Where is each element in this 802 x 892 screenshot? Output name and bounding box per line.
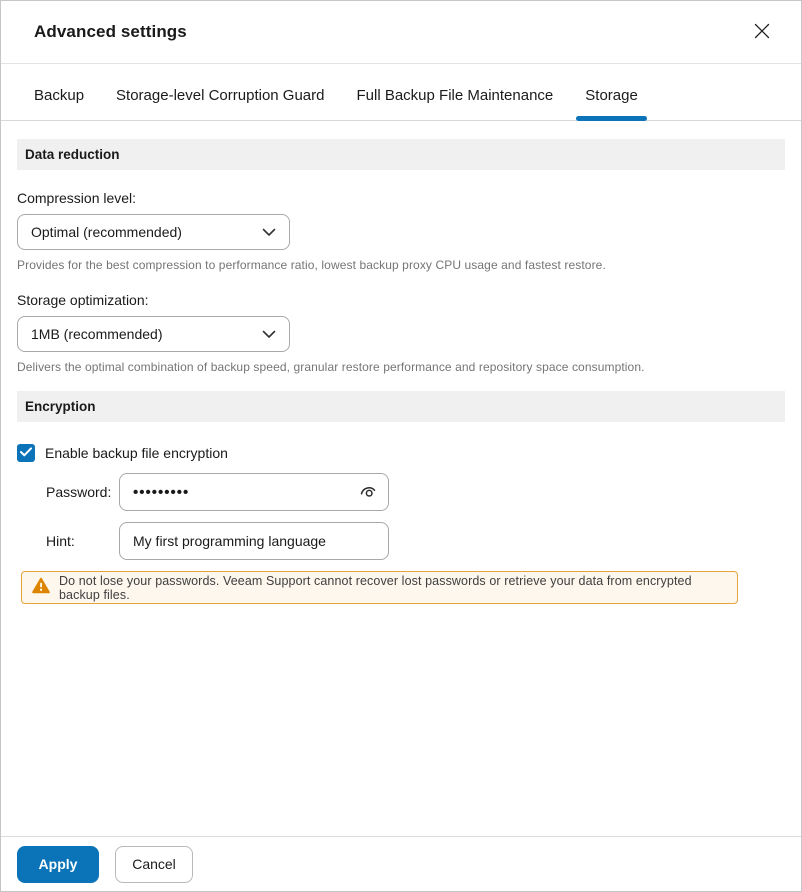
dialog-footer <box>1 836 801 891</box>
tab-bar <box>1 64 801 121</box>
password-row <box>46 473 785 511</box>
hint-input[interactable] <box>119 522 389 560</box>
chevron-down-icon <box>262 326 276 342</box>
checkmark-icon <box>20 444 32 462</box>
warning-text: Do not lose your passwords. Veeam Support cannot recover lost passwords or retrieve your data from encrypted backup files. <box>59 573 692 602</box>
hint-row <box>46 522 785 560</box>
eye-icon <box>358 481 378 504</box>
cancel-button[interactable]: Cancel <box>115 846 193 883</box>
enable-encryption-row <box>17 444 785 462</box>
password-field-wrap <box>119 473 389 511</box>
encryption-warning <box>21 571 738 604</box>
tab-storage-label: Storage <box>585 86 638 104</box>
apply-button[interactable]: Apply <box>17 846 99 883</box>
dialog-title: Advanced settings <box>34 22 187 41</box>
section-header-data-reduction: Data reduction <box>17 139 785 170</box>
password-label: Password: <box>46 484 112 500</box>
storage-optimization-description: Delivers the optimal combination of backup speed, granular restore performance and repository space consumption. <box>17 360 645 374</box>
dialog-body <box>1 121 801 836</box>
password-input[interactable] <box>119 473 389 511</box>
storage-optimization-label: Storage optimization: <box>17 292 149 308</box>
close-button[interactable] <box>748 18 776 46</box>
tab-storage[interactable] <box>585 70 638 120</box>
close-icon <box>753 22 771 43</box>
dialog-header <box>1 1 801 64</box>
section-header-encryption: Encryption <box>17 391 785 422</box>
hint-field-wrap <box>119 522 389 560</box>
tab-storage-level-corruption-guard[interactable]: Storage-level Corruption Guard <box>116 70 324 120</box>
enable-encryption-label: Enable backup file encryption <box>45 445 228 461</box>
show-password-button[interactable] <box>356 480 380 504</box>
storage-optimization-select[interactable] <box>17 316 290 352</box>
compression-level-label: Compression level: <box>17 190 137 206</box>
storage-optimization-value: 1MB (recommended) <box>31 326 163 342</box>
tab-full-backup-file-maintenance[interactable]: Full Backup File Maintenance <box>357 70 554 120</box>
enable-encryption-checkbox[interactable] <box>17 444 35 462</box>
compression-level-select[interactable] <box>17 214 290 250</box>
compression-level-description: Provides for the best compression to performance ratio, lowest backup proxy CPU usage and fastest restore. <box>17 258 606 272</box>
hint-label: Hint: <box>46 533 75 549</box>
compression-level-value: Optimal (recommended) <box>31 224 182 240</box>
warning-icon <box>32 577 50 599</box>
chevron-down-icon <box>262 224 276 240</box>
active-tab-indicator <box>576 116 647 121</box>
tab-backup[interactable]: Backup <box>34 70 84 120</box>
